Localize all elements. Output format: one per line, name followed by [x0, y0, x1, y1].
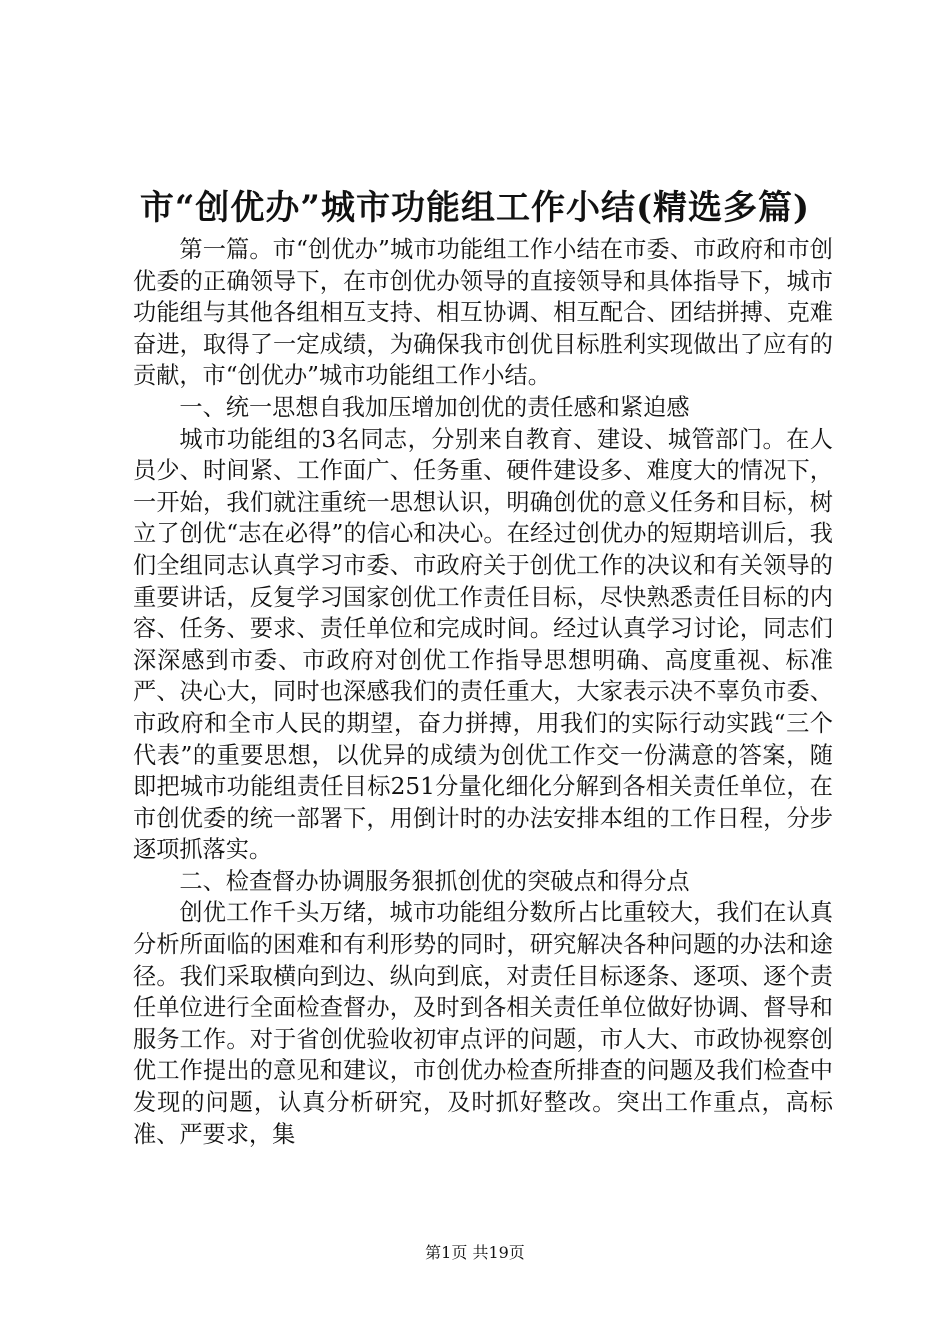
document-body	[133, 234, 833, 1150]
page-footer: 第1页 共19页	[425, 1243, 525, 1262]
paragraph-section-2: 创优工作千头万绪，城市功能组分数所占比重较大，我们在认真分析所面临的困难和有利形势的同时，研究解决各种问题的办法和途径。我们采取横向到边、纵向到底，对责任目标逐条、逐项、逐个责任单位进行全面检查督办，及时到各相关责任单位做好协调、督导和服务工作。对于省创优验收初审点评的问题，市人大、市政协视察创优工作提出的意见和建议，市创优办检查所排查的问题及我们检查中发现的问题，认真分析研究，及时抓好整改。突出工作重点，高标准、严要求，集	[133, 899, 833, 1148]
paragraph-section-1: 城市功能组的3名同志，分别来自教育、建设、城管部门。在人员少、时间紧、工作面广、任务重、硬件建设多、难度大的情况下，一开始，我们就注重统一思想认识，明确创优的意义任务和目标，树立了创优“志在必得”的信心和决心。在经过创优办的短期培训后，我们全组同志认真学习市委、市政府关于创优工作的决议和有关领导的重要讲话，反复学习国家创优工作责任目标，尽快熟悉责任目标的内容、任务、要求、责任单位和完成时间。经过认真学习讨论，同志们深深感到市委、市政府对创优工作指导思想明确、高度重视、标准严、决心大，同时也深感我们的责任重大，大家表示决不辜负市委、市政府和全市人民的期望，奋力拼搏，用我们的实际行动实践“三个代表”的重要思想，以优异的成绩为创优工作交一份满意的答案，随即把城市功能组责任目标251分量化细化分解到各相关责任单位，在市创优委的统一部署下，用倒计时的办法安排本组的工作日程，分步逐项抓落实。	[133, 425, 833, 864]
section-heading-1: 一、统一思想自我加压增加创优的责任感和紧迫感	[179, 393, 690, 421]
paragraph-intro: 第一篇。市“创优办”城市功能组工作小结在市委、市政府和市创优委的正确领导下，在市创优办领导的直接领导和具体指导下，城市功能组与其他各组相互支持、相互协调、相互配合、团结拼搏、克难奋进，取得了一定成绩，为确保我市创优目标胜利实现做出了应有的贡献，市“创优办”城市功能组工作小结。	[133, 236, 833, 390]
document-title: 市“创优办”城市功能组工作小结(精选多篇)	[139, 188, 811, 228]
section-heading-2: 二、检查督办协调服务狠抓创优的突破点和得分点	[179, 867, 690, 895]
